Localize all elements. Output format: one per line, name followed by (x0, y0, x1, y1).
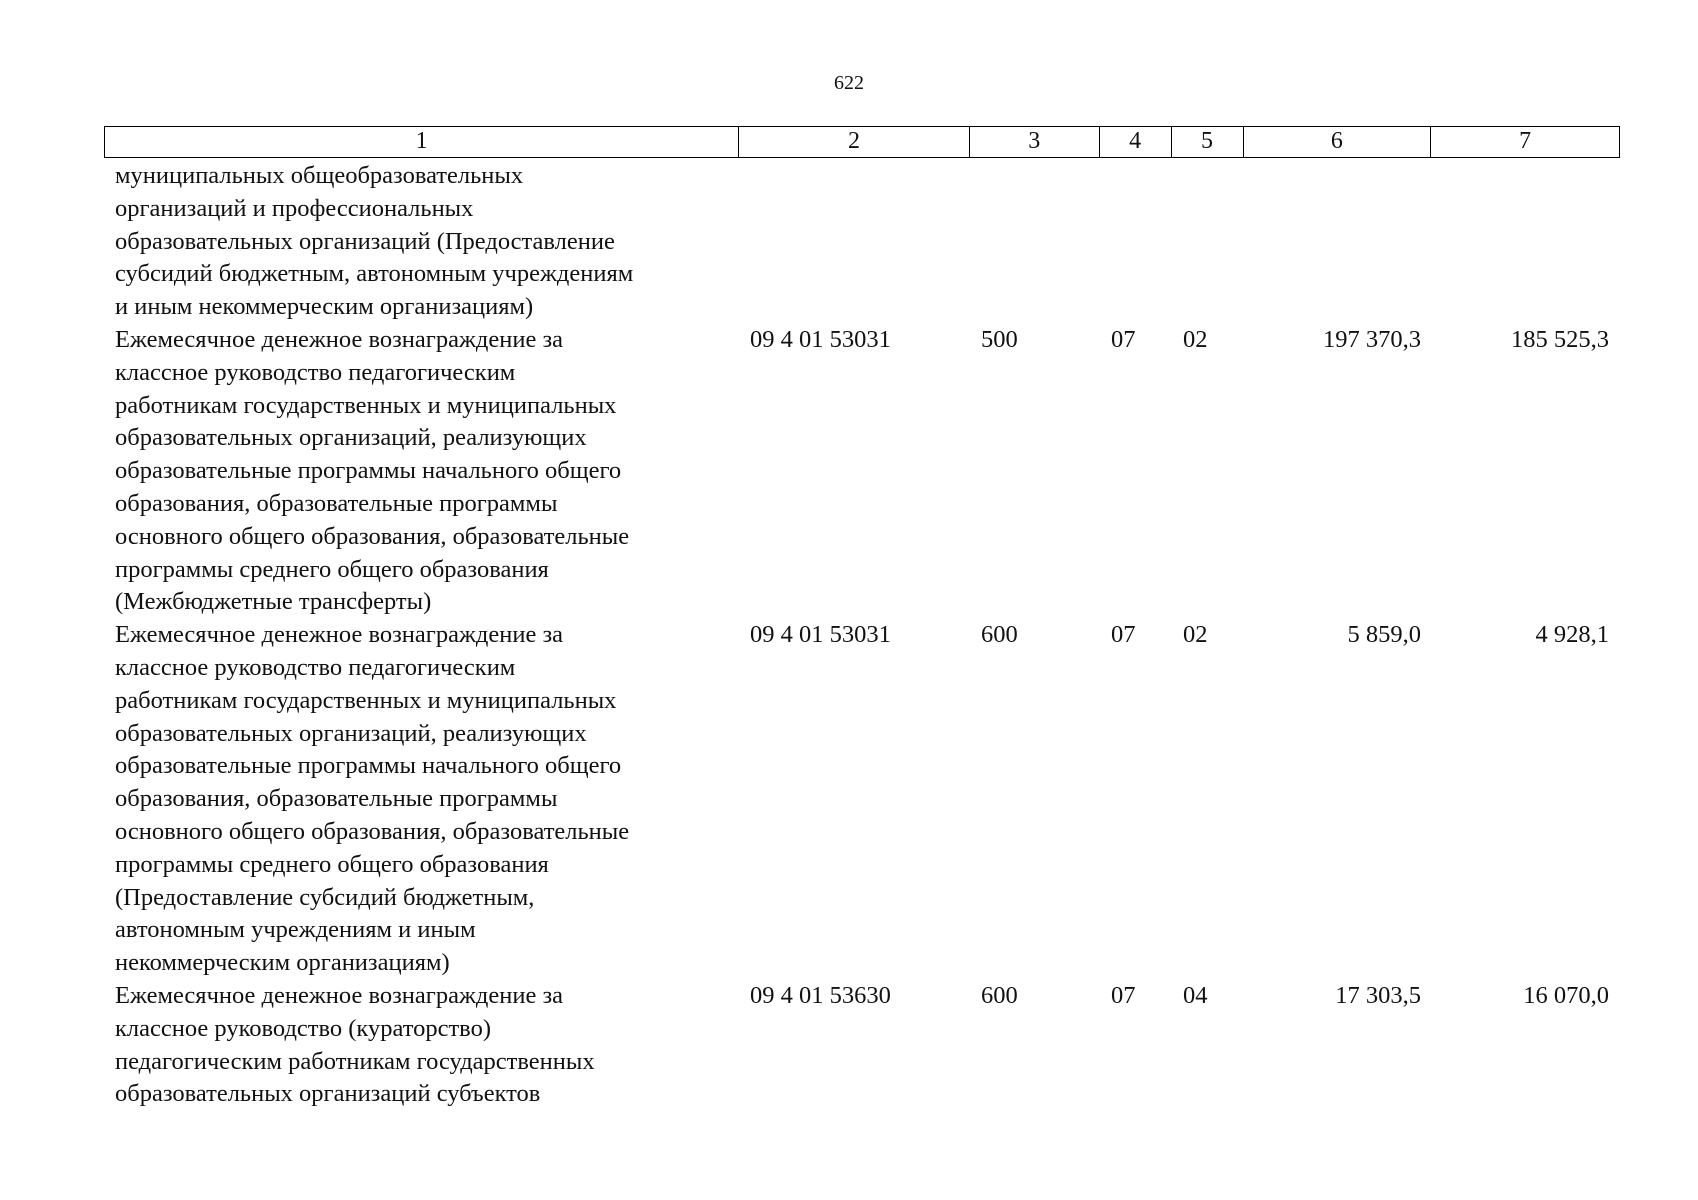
description-line: (Межбюджетные трансферты) (115, 588, 432, 616)
description-line: работникам государственных и муниципальных (115, 391, 617, 419)
description-cell (104, 980, 739, 1111)
header-col-4: 4 (1100, 127, 1172, 157)
section-cell: 07 (1111, 325, 1136, 353)
subsection-cell (1172, 160, 1244, 324)
description-line: классное руководство педагогическим (115, 653, 516, 681)
budget-code-cell: 09 4 01 53031 (750, 325, 891, 353)
header-col-7: 7 (1519, 128, 1532, 154)
expense-type-cell (970, 160, 1100, 324)
section-cell: 07 (1111, 621, 1136, 649)
amount-year1-cell: 17 303,5 (1335, 981, 1421, 1009)
expense-type-cell: 600 (981, 981, 1018, 1009)
description-cell (104, 619, 739, 980)
description-line: работникам государственных и муниципальных (115, 686, 617, 714)
page-number: 622 (834, 72, 864, 94)
description-line: основного общего образования, образовательные (115, 522, 630, 550)
expense-type-cell: 500 (981, 325, 1018, 353)
description-line: Ежемесячное денежное вознаграждение за (115, 981, 563, 1009)
table-row (104, 619, 1620, 980)
description-line: образовательных организаций, реализующих (115, 424, 587, 452)
amount-year1-cell: 5 859,0 (1347, 621, 1421, 649)
table-header (104, 126, 1620, 158)
subsection-cell: 04 (1183, 981, 1208, 1009)
description-line: основного общего образования, образовательные (115, 817, 630, 845)
header-col-6: 6 (1244, 127, 1432, 157)
description-line: образования, образовательные программы (115, 489, 558, 517)
budget-code-cell (739, 160, 970, 324)
description-line: классное руководство (кураторство) (115, 1014, 491, 1042)
amount-year2-cell: 185 525,3 (1511, 325, 1609, 353)
table-row (104, 324, 1620, 619)
description-line: образовательных организаций (Предоставление (115, 227, 615, 255)
expense-type-cell: 600 (981, 621, 1018, 649)
description-line: образовательные программы начального общего (115, 752, 622, 780)
description-line: образования, образовательные программы (115, 785, 558, 813)
header-col-1: 1 (105, 127, 739, 157)
header-col-2: 2 (739, 127, 970, 157)
budget-code-cell: 09 4 01 53630 (750, 981, 891, 1009)
description-line: классное руководство педагогическим (115, 358, 516, 386)
description-line: субсидий бюджетным, автономным учреждениям (115, 260, 634, 288)
description-line: Ежемесячное денежное вознаграждение за (115, 621, 563, 649)
description-line: автономным учреждениям и иным (115, 916, 476, 944)
table-row (104, 980, 1620, 1111)
description-line: программы среднего общего образования (115, 850, 549, 878)
description-line: образовательных организаций, реализующих (115, 719, 587, 747)
budget-code-cell: 09 4 01 53031 (750, 621, 891, 649)
description-line: (Предоставление субсидий бюджетным, (115, 883, 535, 911)
header-col-3: 3 (970, 127, 1100, 157)
subsection-cell: 02 (1183, 325, 1208, 353)
amount-year2-cell: 16 070,0 (1523, 981, 1609, 1009)
amount-year1-cell (1244, 160, 1432, 324)
description-line: образовательные программы начального общего (115, 457, 622, 485)
description-line: образовательных организаций субъектов (115, 1080, 541, 1108)
section-cell: 07 (1111, 981, 1136, 1009)
amount-year2-cell (1432, 160, 1620, 324)
description-line: педагогическим работникам государственных (115, 1047, 595, 1075)
amount-year2-cell: 4 928,1 (1535, 621, 1609, 649)
description-line: Ежемесячное денежное вознаграждение за (115, 325, 563, 353)
description-line: и иным некоммерческим организациям) (115, 293, 534, 321)
header-col-5: 5 (1172, 127, 1244, 157)
description-cell (104, 160, 739, 324)
table-row (104, 160, 1620, 324)
table-body (104, 160, 1620, 1111)
description-cell (104, 324, 739, 619)
section-cell (1100, 160, 1172, 324)
description-line: программы среднего общего образования (115, 555, 549, 583)
description-line: некоммерческим организациям) (115, 949, 450, 977)
amount-year1-cell: 197 370,3 (1323, 325, 1421, 353)
subsection-cell: 02 (1183, 621, 1208, 649)
description-line: организаций и профессиональных (115, 194, 474, 222)
description-line: муниципальных общеобразовательных (115, 162, 524, 189)
